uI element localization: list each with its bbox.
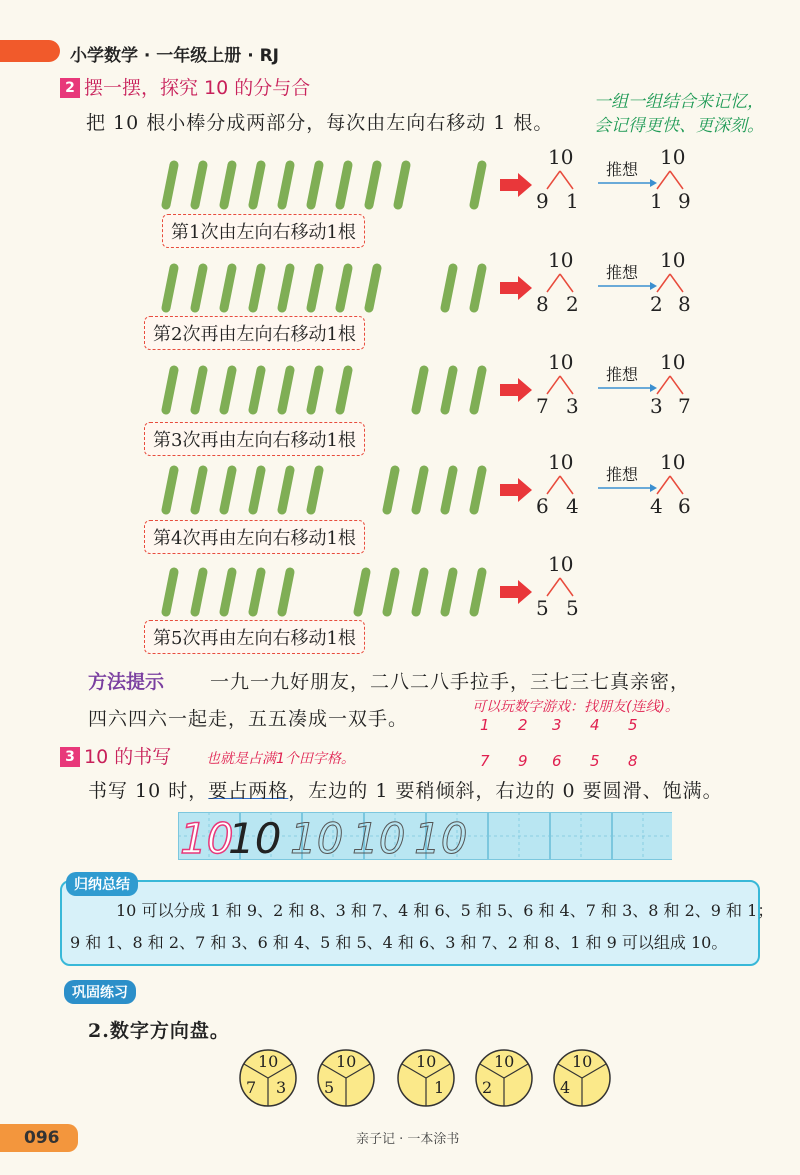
stick <box>445 268 453 308</box>
friend-number-top: 5 <box>628 716 638 734</box>
split-tree-lines <box>547 578 573 596</box>
red-arrow <box>500 378 532 402</box>
stick <box>311 268 319 308</box>
friend-number-bottom: 5 <box>590 752 600 770</box>
stick <box>224 370 232 410</box>
stick <box>282 370 290 410</box>
red-arrow <box>500 173 532 197</box>
infer-label: 推想 <box>606 263 639 282</box>
disc-top-number: 10 <box>336 1052 357 1071</box>
stick <box>340 268 348 308</box>
handnote-line2: 会记得更快、更深刻。 <box>594 116 764 136</box>
tree-right-number: 5 <box>566 596 579 620</box>
friend-number-bottom: 7 <box>480 752 490 770</box>
friend-number-top: 1 <box>480 716 490 734</box>
stick <box>474 470 482 510</box>
disc-left-number: 7 <box>246 1078 257 1097</box>
tree-right-number: 2 <box>566 292 579 316</box>
friend-number-top: 4 <box>590 716 600 734</box>
infer-label: 推想 <box>606 465 639 484</box>
stick <box>387 572 395 612</box>
disc-top-number: 10 <box>416 1052 437 1071</box>
stick <box>224 165 232 205</box>
split-tree-lines <box>547 376 573 394</box>
stick <box>340 165 348 205</box>
tree-left-number: 5 <box>536 596 549 620</box>
tree-right-number: 3 <box>566 394 579 418</box>
stick <box>166 470 174 510</box>
stick <box>166 370 174 410</box>
split-tree-lines <box>657 476 683 494</box>
stick <box>416 572 424 612</box>
section3-text <box>88 776 723 803</box>
infer-label: 推想 <box>606 160 639 179</box>
tree-right-number: 4 <box>566 494 579 518</box>
stick <box>253 268 261 308</box>
tip-line2: 四六四六一起走，五五凑成一双手。 <box>88 708 409 730</box>
tree-left-number: 9 <box>536 189 549 213</box>
stick <box>166 165 174 205</box>
trace-digit-dotted: 10 <box>290 814 344 863</box>
friend-number-bottom: 8 <box>628 752 638 770</box>
section3-heading <box>60 742 171 769</box>
section3-text-underline: 要占两格 <box>208 780 289 802</box>
section3-title: 10 的书写 <box>84 746 172 768</box>
summary-line1: 10 可以分成 1 和 9、2 和 8、3 和 7、4 和 6、5 和 5、6 和 4、7 和 3、8 和 2、9 和 1； <box>116 901 774 920</box>
split-tree-lines <box>547 274 573 292</box>
friend-number-top: 2 <box>518 716 528 734</box>
stick <box>445 370 453 410</box>
infer-arrow-head <box>650 384 657 392</box>
red-arrow <box>500 478 532 502</box>
tip-label: 方法提示 <box>88 671 165 693</box>
tree-left-number: 8 <box>536 292 549 316</box>
tree-left-number: 6 <box>536 494 549 518</box>
section3-handnote: 也就是占满1个田字格。 <box>206 751 355 767</box>
disc-right-number: 3 <box>276 1078 287 1097</box>
writing-grid <box>178 812 672 863</box>
stick <box>340 370 348 410</box>
friend-number-bottom: 6 <box>552 752 562 770</box>
disc-right-number: 1 <box>434 1078 445 1097</box>
number-disc <box>474 1048 534 1108</box>
split-tree-lines <box>657 171 683 189</box>
infer-arrow-head <box>650 282 657 290</box>
stick <box>398 165 406 205</box>
tree-left-number: 2 <box>650 292 663 316</box>
stick <box>369 165 377 205</box>
stick <box>282 165 290 205</box>
tree-left-number: 7 <box>536 394 549 418</box>
practice-badge: 巩固练习 <box>64 980 136 1004</box>
trace-digit-model: 10 <box>180 814 234 863</box>
row4-caption: 第4次再由左向右移动1根 <box>144 520 365 554</box>
disc-top-number: 10 <box>494 1052 515 1071</box>
stick <box>445 470 453 510</box>
tree-top-number: 10 <box>660 450 686 474</box>
number-disc <box>316 1048 376 1108</box>
trace-digit-dotted: 10 <box>352 814 406 863</box>
disc-left-number: 2 <box>482 1078 493 1097</box>
page-number: 096 <box>24 1128 60 1148</box>
stick <box>369 268 377 308</box>
trace-digit-dotted: 10 <box>414 814 468 863</box>
stick <box>253 572 261 612</box>
practice-title: 2.数字方向盘。 <box>88 1020 230 1042</box>
summary-box <box>60 880 760 966</box>
tree-right-number: 9 <box>678 189 691 213</box>
stick <box>311 470 319 510</box>
stick <box>445 572 453 612</box>
stick <box>311 370 319 410</box>
stick <box>358 572 366 612</box>
tree-top-number: 10 <box>660 145 686 169</box>
tip-line1: 一九一九好朋友，二八二八手拉手，三七三七真亲密， <box>210 671 691 693</box>
section2-title: 摆一摆，探究 10 的分与合 <box>84 77 311 99</box>
stick <box>195 268 203 308</box>
tree-top-number: 10 <box>548 350 574 374</box>
tree-right-number: 1 <box>566 189 579 213</box>
disc-left-number: 5 <box>324 1078 335 1097</box>
trace-digit-solid: 10 <box>228 814 282 863</box>
tree-left-number: 1 <box>650 189 663 213</box>
stick <box>195 572 203 612</box>
handnote-line1: 一组一组结合来记忆， <box>594 92 764 112</box>
red-arrow <box>500 276 532 300</box>
section3-text-post: ，左边的 1 要稍倾斜，右边的 0 要圆滑、饱满。 <box>288 780 723 802</box>
stick <box>195 165 203 205</box>
stick <box>416 470 424 510</box>
footer-text: 亲子记 · 一本涂书 <box>356 1132 460 1147</box>
split-tree-lines <box>547 171 573 189</box>
tree-left-number: 4 <box>650 494 663 518</box>
row3-caption: 第3次再由左向右移动1根 <box>144 422 365 456</box>
section2-number: 2 <box>60 78 80 98</box>
friend-number-top: 3 <box>552 716 562 734</box>
stick <box>282 572 290 612</box>
disc-top-number: 10 <box>572 1052 593 1071</box>
stick <box>253 370 261 410</box>
disc-top-number: 10 <box>258 1052 279 1071</box>
infer-arrow-head <box>650 179 657 187</box>
stick <box>195 370 203 410</box>
stick <box>224 470 232 510</box>
stick <box>282 470 290 510</box>
summary-badge: 归纳总结 <box>66 872 138 896</box>
infer-label: 推想 <box>606 365 639 384</box>
stick <box>311 165 319 205</box>
split-tree-lines <box>657 274 683 292</box>
tree-top-number: 10 <box>548 450 574 474</box>
stick <box>387 470 395 510</box>
section3-text-pre: 书写 10 时， <box>88 780 209 802</box>
section2-intro: 把 10 根小棒分成两部分，每次由左向右移动 1 根。 <box>86 112 554 134</box>
stick <box>166 572 174 612</box>
tree-right-number: 7 <box>678 394 691 418</box>
tree-right-number: 8 <box>678 292 691 316</box>
tree-top-number: 10 <box>548 552 574 576</box>
split-tree-lines <box>547 476 573 494</box>
stick <box>474 268 482 308</box>
row5-caption: 第5次再由左向右移动1根 <box>144 620 365 654</box>
stick <box>224 572 232 612</box>
friend-number-bottom: 9 <box>518 752 528 770</box>
stick <box>224 268 232 308</box>
number-disc <box>238 1048 298 1108</box>
summary-line2: 9 和 1、8 和 2、7 和 3、6 和 4、5 和 5、4 和 6、3 和 7、2 和 8、1 和 9 可以组成 10。 <box>70 933 728 952</box>
tree-right-number: 6 <box>678 494 691 518</box>
stick <box>474 165 482 205</box>
tree-top-number: 10 <box>660 350 686 374</box>
number-disc <box>396 1048 456 1108</box>
number-disc <box>552 1048 612 1108</box>
section3-number: 3 <box>60 747 80 767</box>
stick <box>253 470 261 510</box>
split-tree-lines <box>657 376 683 394</box>
tree-left-number: 3 <box>650 394 663 418</box>
tip-handnote: 可以玩数字游戏：找朋友(连线)。 <box>472 699 679 715</box>
stick <box>166 268 174 308</box>
row1-caption: 第1次由左向右移动1根 <box>162 214 365 248</box>
stick <box>195 470 203 510</box>
stick <box>474 572 482 612</box>
tree-top-number: 10 <box>548 145 574 169</box>
header-title: 小学数学 · 一年级上册 · RJ <box>70 46 280 66</box>
disc-left-number: 4 <box>560 1078 571 1097</box>
stick <box>253 165 261 205</box>
stick <box>282 268 290 308</box>
stick <box>474 370 482 410</box>
stick <box>416 370 424 410</box>
row2-caption: 第2次再由左向右移动1根 <box>144 316 365 350</box>
tree-top-number: 10 <box>660 248 686 272</box>
tree-top-number: 10 <box>548 248 574 272</box>
infer-arrow-head <box>650 484 657 492</box>
red-arrow <box>500 580 532 604</box>
